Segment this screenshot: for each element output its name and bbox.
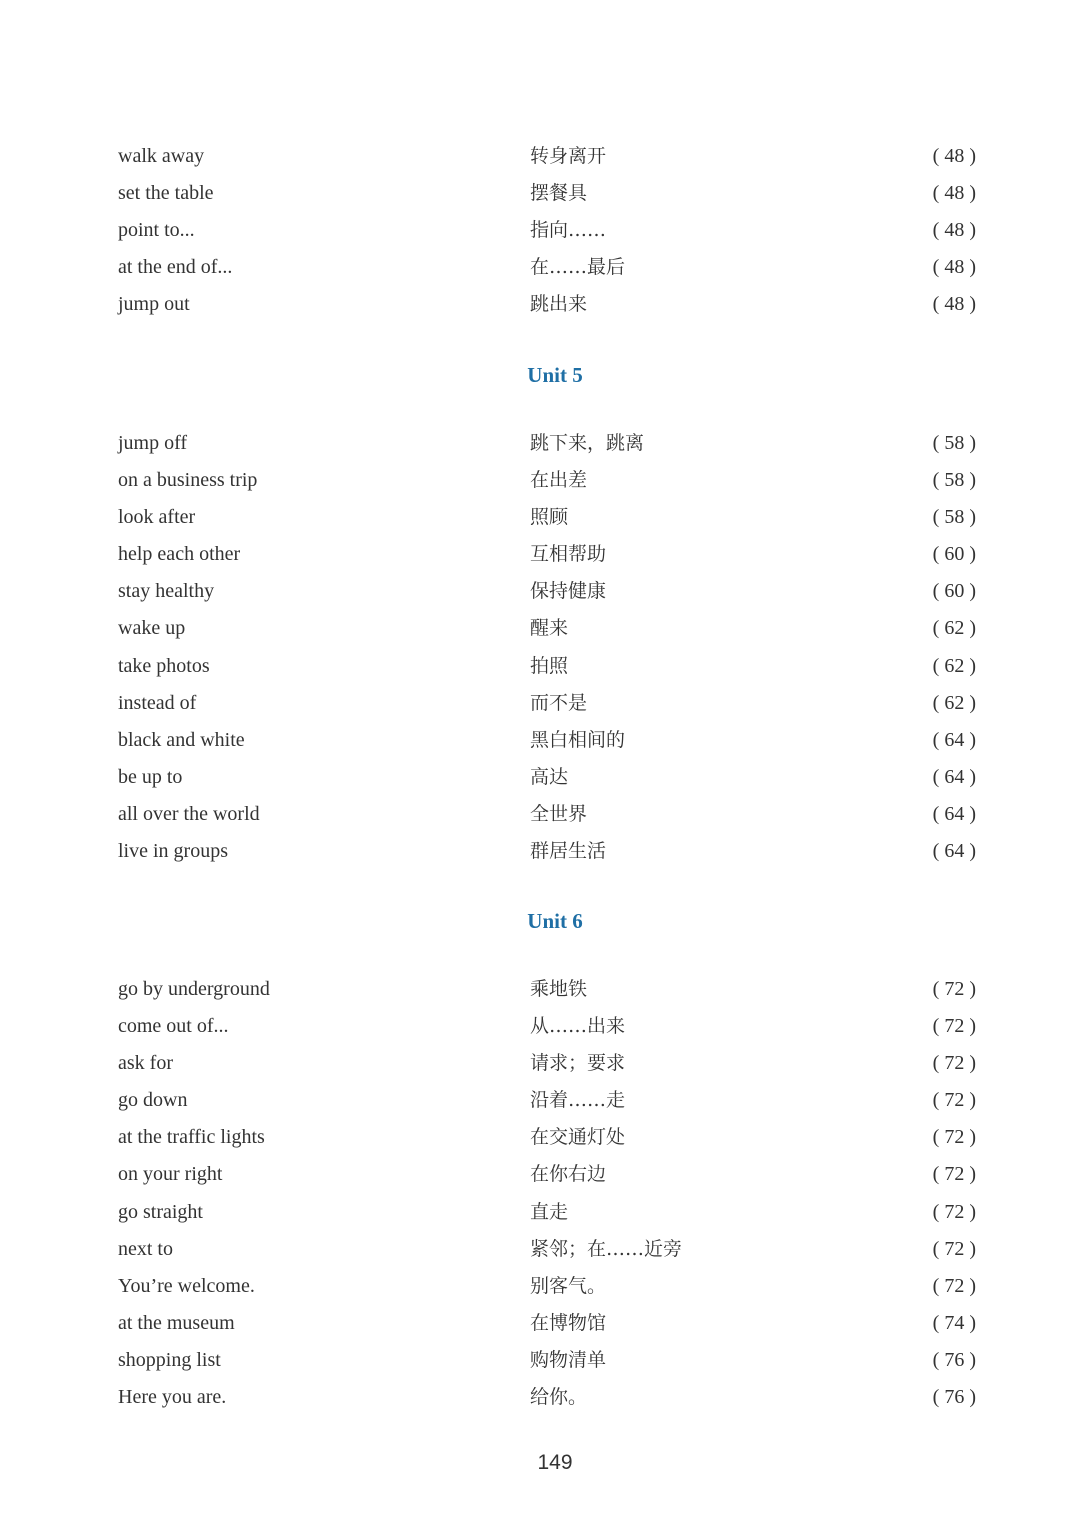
english-phrase: at the museum — [118, 1311, 235, 1334]
page-reference: ( 48 ) — [932, 145, 976, 167]
chinese-meaning: 在出差 — [530, 469, 588, 492]
chinese-meaning: 全世界 — [530, 802, 588, 825]
page-reference: ( 60 ) — [932, 580, 976, 603]
chinese-meaning: 直走 — [530, 1200, 569, 1223]
english-phrase: next to — [118, 1237, 173, 1260]
english-phrase: at the end of... — [118, 256, 233, 279]
page-reference: ( 48 ) — [932, 293, 976, 316]
list-item — [0, 1231, 1080, 1268]
chinese-meaning: 互相帮助 — [530, 543, 607, 566]
page-reference: ( 58 ) — [932, 469, 976, 492]
english-phrase: instead of — [118, 691, 197, 714]
unit-6-heading: Unit 6 — [527, 909, 583, 933]
list-item — [0, 1268, 1080, 1305]
english-phrase: take photos — [118, 654, 210, 677]
chinese-meaning: 保持健康 — [530, 580, 607, 603]
english-phrase: point to... — [118, 219, 195, 242]
english-phrase: on your right — [118, 1163, 223, 1186]
english-phrase: shopping list — [118, 1348, 221, 1371]
page-reference: ( 72 ) — [932, 1089, 976, 1112]
english-phrase: wake up — [118, 617, 186, 640]
chinese-meaning: 请求；要求 — [530, 1052, 626, 1075]
section-unit-6 — [0, 971, 1080, 1416]
list-item — [0, 499, 1080, 536]
list-item — [0, 1008, 1080, 1045]
list-item — [0, 1379, 1080, 1416]
english-phrase: be up to — [118, 765, 183, 788]
english-phrase: live in groups — [118, 840, 228, 863]
english-phrase: jump out — [118, 293, 190, 316]
page-reference: ( 72 ) — [932, 1126, 976, 1149]
english-phrase: go by underground — [118, 978, 270, 1000]
page-reference: ( 58 ) — [932, 432, 976, 454]
english-phrase: black and white — [118, 728, 245, 751]
chinese-meaning: 给你。 — [530, 1386, 588, 1409]
page-reference: ( 62 ) — [932, 617, 976, 640]
list-item — [0, 462, 1080, 499]
english-phrase: go straight — [118, 1200, 203, 1223]
page-reference: ( 58 ) — [932, 506, 976, 529]
chinese-meaning: 购物清单 — [530, 1348, 607, 1371]
section-continuation — [0, 138, 1080, 323]
page-reference: ( 64 ) — [932, 840, 976, 863]
english-phrase: come out of... — [118, 1015, 229, 1038]
english-phrase: You’re welcome. — [118, 1274, 255, 1297]
page-reference: ( 76 ) — [932, 1348, 976, 1371]
chinese-meaning: 照顾 — [530, 506, 569, 529]
english-phrase: walk away — [118, 145, 205, 167]
chinese-meaning: 高达 — [530, 765, 569, 788]
list-item — [0, 685, 1080, 722]
page-reference: ( 64 ) — [932, 802, 976, 825]
english-phrase: jump off — [118, 432, 188, 454]
page-reference: ( 62 ) — [932, 654, 976, 677]
chinese-meaning: 群居生活 — [530, 840, 607, 863]
page-reference: ( 64 ) — [932, 728, 976, 751]
list-item — [0, 759, 1080, 796]
page-reference: ( 48 ) — [932, 256, 976, 279]
page-reference: ( 62 ) — [932, 691, 976, 714]
list-item — [0, 796, 1080, 833]
list-item — [0, 1045, 1080, 1082]
list-item — [0, 536, 1080, 573]
list-item — [0, 648, 1080, 685]
list-item — [0, 1082, 1080, 1119]
chinese-meaning: 指向…… — [530, 219, 607, 242]
list-item — [0, 610, 1080, 647]
list-item — [0, 1194, 1080, 1231]
english-phrase: stay healthy — [118, 580, 215, 603]
english-phrase: all over the world — [118, 802, 260, 825]
chinese-meaning: 转身离开 — [530, 145, 607, 167]
chinese-meaning: 在交通灯处 — [530, 1126, 626, 1149]
chinese-meaning: 在……最后 — [530, 256, 626, 279]
page-number: 149 — [537, 1451, 573, 1474]
page-reference: ( 76 ) — [932, 1386, 976, 1409]
list-item — [0, 971, 1080, 1008]
chinese-meaning: 在博物馆 — [530, 1311, 607, 1334]
list-item — [0, 833, 1080, 870]
page-reference: ( 64 ) — [932, 765, 976, 788]
english-phrase: go down — [118, 1089, 188, 1112]
english-phrase: Here you are. — [118, 1386, 227, 1409]
list-item — [0, 425, 1080, 462]
list-item — [0, 1119, 1080, 1156]
chinese-meaning: 拍照 — [530, 654, 569, 677]
section-unit-5 — [0, 425, 1080, 870]
english-phrase: help each other — [118, 543, 241, 566]
list-item — [0, 573, 1080, 610]
list-item — [0, 1156, 1080, 1193]
chinese-meaning: 乘地铁 — [530, 978, 588, 1000]
page-reference: ( 74 ) — [932, 1311, 976, 1334]
chinese-meaning: 黑白相间的 — [530, 728, 626, 751]
page-reference: ( 72 ) — [932, 1052, 976, 1075]
chinese-meaning: 跳出来 — [530, 293, 588, 316]
english-phrase: set the table — [118, 182, 214, 205]
page-reference: ( 72 ) — [932, 1237, 976, 1260]
list-item — [0, 1305, 1080, 1342]
chinese-meaning: 别客气。 — [530, 1274, 607, 1297]
list-item — [0, 138, 1080, 175]
list-item — [0, 286, 1080, 323]
page-reference: ( 72 ) — [932, 1015, 976, 1038]
chinese-meaning: 摆餐具 — [530, 182, 588, 205]
page-reference: ( 48 ) — [932, 182, 976, 205]
english-phrase: look after — [118, 506, 196, 529]
english-phrase: ask for — [118, 1052, 173, 1075]
unit-5-heading: Unit 5 — [527, 363, 583, 387]
page-reference: ( 72 ) — [932, 978, 976, 1000]
list-item — [0, 1342, 1080, 1379]
chinese-meaning: 醒来 — [530, 617, 569, 640]
chinese-meaning: 跳下来，跳离 — [530, 432, 645, 454]
chinese-meaning: 紧邻；在……近旁 — [530, 1237, 683, 1260]
page-reference: ( 72 ) — [932, 1274, 976, 1297]
list-item — [0, 249, 1080, 286]
english-phrase: at the traffic lights — [118, 1126, 265, 1149]
chinese-meaning: 在你右边 — [530, 1163, 607, 1186]
chinese-meaning: 从……出来 — [530, 1015, 626, 1038]
page-reference: ( 60 ) — [932, 543, 976, 566]
list-item — [0, 175, 1080, 212]
chinese-meaning: 沿着……走 — [530, 1089, 626, 1112]
page-reference: ( 72 ) — [932, 1163, 976, 1186]
page-reference: ( 48 ) — [932, 219, 976, 242]
list-item — [0, 212, 1080, 249]
english-phrase: on a business trip — [118, 469, 258, 492]
chinese-meaning: 而不是 — [530, 691, 588, 714]
list-item — [0, 722, 1080, 759]
page-reference: ( 72 ) — [932, 1200, 976, 1223]
